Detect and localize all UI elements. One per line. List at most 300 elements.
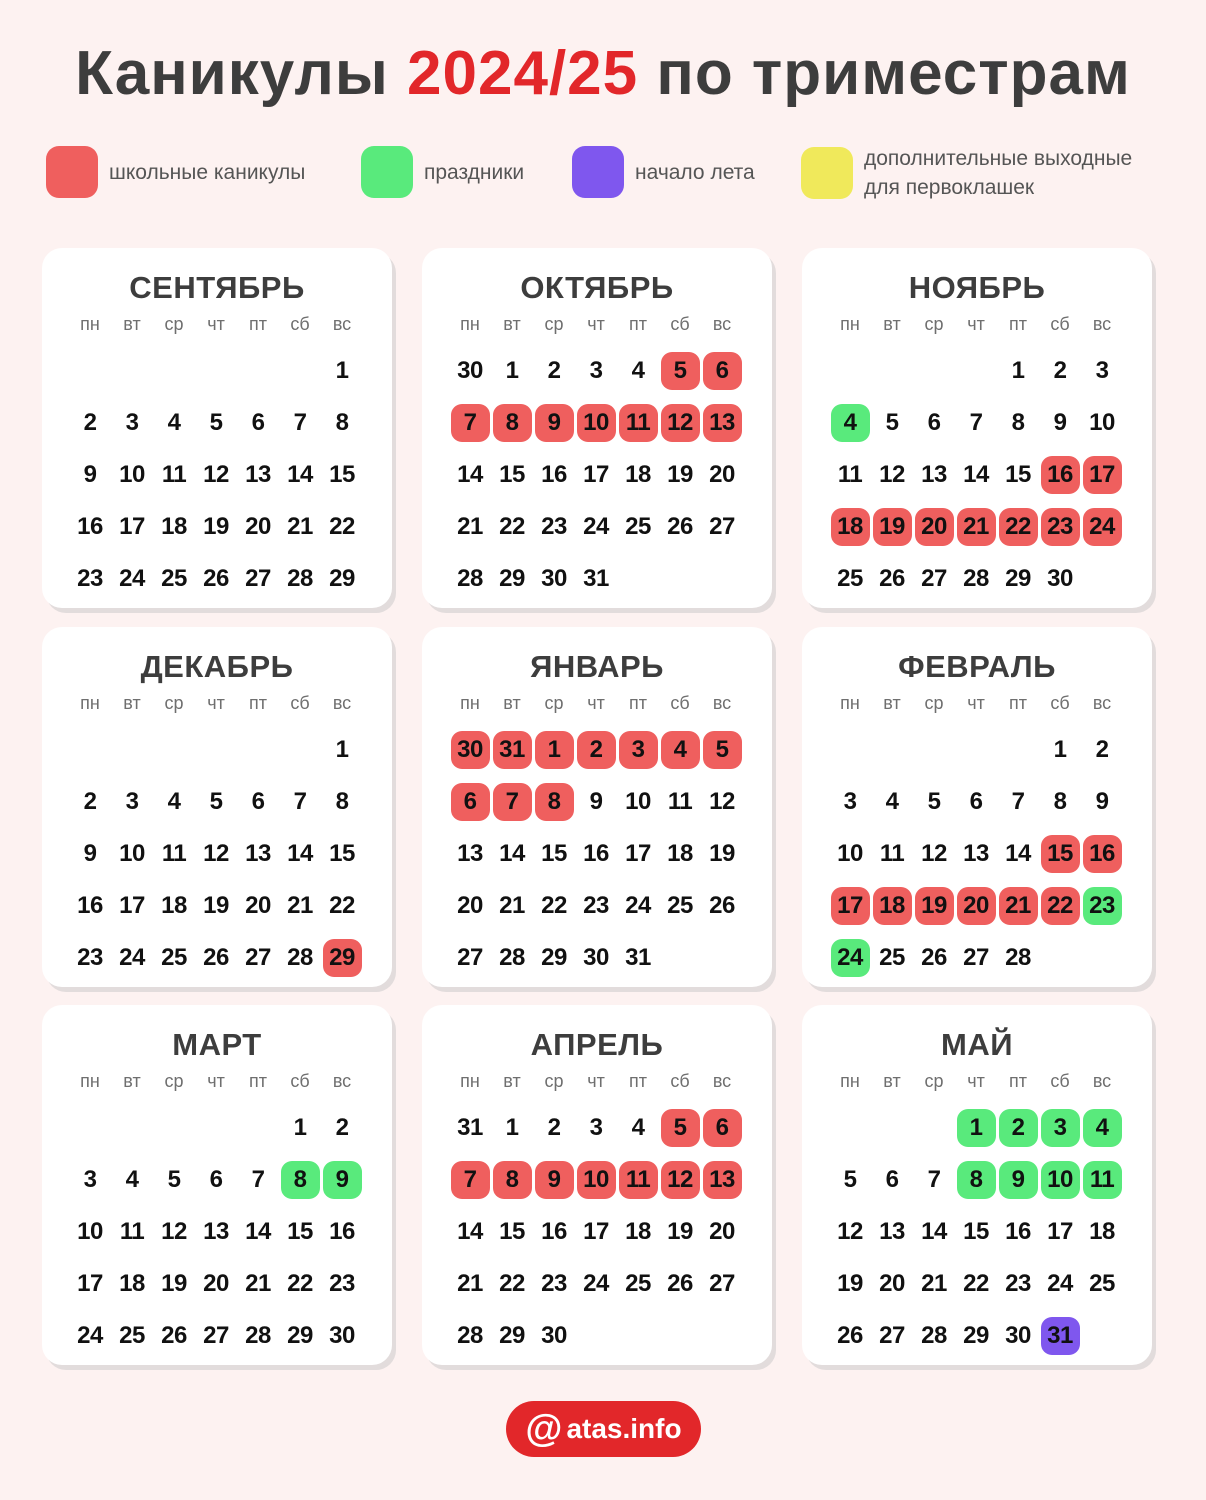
day-number: 25 bbox=[837, 565, 863, 592]
day-cell bbox=[829, 397, 871, 449]
day-cell bbox=[1081, 345, 1123, 397]
day-cell bbox=[575, 932, 617, 984]
day-cell bbox=[829, 449, 871, 501]
week-row bbox=[69, 449, 365, 501]
day-number: 18 bbox=[831, 508, 870, 546]
day-cell bbox=[111, 1206, 153, 1258]
day-number: 4 bbox=[631, 357, 645, 384]
day-cell bbox=[321, 1258, 363, 1310]
day-number: 20 bbox=[245, 892, 271, 919]
day-cell bbox=[913, 449, 955, 501]
weekday-label: вт bbox=[883, 693, 901, 713]
weekday-label: пн bbox=[840, 314, 860, 334]
day-cell bbox=[617, 880, 659, 932]
day-number: 27 bbox=[879, 1322, 905, 1349]
day-cell bbox=[195, 501, 237, 553]
day-cell bbox=[1081, 449, 1123, 501]
day-number: 26 bbox=[203, 565, 229, 592]
day-number: 9 bbox=[83, 840, 97, 867]
days-grid bbox=[69, 724, 365, 984]
day-cell bbox=[575, 1206, 617, 1258]
day-cell bbox=[575, 553, 617, 605]
day-number: 13 bbox=[703, 1161, 742, 1199]
days-grid bbox=[449, 345, 745, 605]
weekday-label: чт bbox=[587, 693, 605, 713]
day-cell bbox=[111, 724, 153, 776]
day-cell bbox=[659, 1258, 701, 1310]
day-cell bbox=[195, 1102, 237, 1154]
day-cell bbox=[279, 1206, 321, 1258]
day-cell bbox=[533, 1154, 575, 1206]
day-number: 11 bbox=[1083, 1161, 1122, 1199]
weekday-label: ср bbox=[164, 693, 184, 713]
day-number: 17 bbox=[1047, 1218, 1073, 1245]
day-cell bbox=[111, 397, 153, 449]
day-cell bbox=[659, 553, 701, 605]
day-number: 28 bbox=[457, 565, 483, 592]
day-number: 13 bbox=[203, 1218, 229, 1245]
day-number: 22 bbox=[329, 513, 355, 540]
week-row bbox=[829, 1206, 1125, 1258]
day-cell bbox=[575, 776, 617, 828]
day-cell bbox=[69, 345, 111, 397]
day-cell bbox=[1081, 1102, 1123, 1154]
day-number: 3 bbox=[589, 357, 603, 384]
days-grid bbox=[829, 345, 1125, 605]
day-number: 10 bbox=[837, 840, 863, 867]
day-cell bbox=[321, 1154, 363, 1206]
day-number: 22 bbox=[287, 1270, 313, 1297]
day-cell bbox=[659, 397, 701, 449]
day-number: 8 bbox=[957, 1161, 996, 1199]
week-row bbox=[69, 553, 365, 605]
day-cell bbox=[321, 1206, 363, 1258]
day-cell bbox=[111, 1310, 153, 1362]
day-number: 24 bbox=[583, 513, 609, 540]
day-number: 16 bbox=[541, 461, 567, 488]
day-cell bbox=[913, 1258, 955, 1310]
day-number: 17 bbox=[77, 1270, 103, 1297]
day-cell bbox=[69, 776, 111, 828]
day-cell bbox=[659, 1206, 701, 1258]
day-cell bbox=[153, 776, 195, 828]
day-number: 26 bbox=[709, 892, 735, 919]
day-number: 28 bbox=[287, 565, 313, 592]
day-number: 25 bbox=[161, 565, 187, 592]
day-cell bbox=[321, 828, 363, 880]
week-row bbox=[449, 1154, 745, 1206]
day-cell bbox=[913, 1310, 955, 1362]
day-cell bbox=[701, 397, 743, 449]
weekday-label: сб bbox=[670, 1071, 690, 1091]
day-number: 20 bbox=[709, 1218, 735, 1245]
day-cell bbox=[1039, 776, 1081, 828]
day-number: 9 bbox=[83, 461, 97, 488]
day-cell bbox=[69, 1154, 111, 1206]
day-number: 26 bbox=[667, 513, 693, 540]
day-cell bbox=[449, 880, 491, 932]
day-number: 6 bbox=[451, 783, 490, 821]
week-row bbox=[829, 932, 1125, 984]
day-cell bbox=[321, 880, 363, 932]
day-number: 15 bbox=[329, 461, 355, 488]
day-number: 26 bbox=[203, 944, 229, 971]
weekday-label: вс bbox=[332, 1071, 352, 1091]
day-cell bbox=[195, 932, 237, 984]
day-cell bbox=[701, 345, 743, 397]
day-cell bbox=[195, 724, 237, 776]
day-number: 10 bbox=[119, 840, 145, 867]
month-name: ЯНВАРЬ bbox=[530, 649, 664, 684]
day-number: 12 bbox=[879, 461, 905, 488]
day-number: 27 bbox=[921, 565, 947, 592]
day-number: 9 bbox=[535, 1161, 574, 1199]
day-number: 28 bbox=[499, 944, 525, 971]
day-cell bbox=[491, 501, 533, 553]
month-name: МАЙ bbox=[941, 1027, 1013, 1062]
day-cell bbox=[153, 397, 195, 449]
day-cell bbox=[69, 449, 111, 501]
day-number: 21 bbox=[921, 1270, 947, 1297]
week-row bbox=[449, 1258, 745, 1310]
day-cell bbox=[153, 828, 195, 880]
day-number: 20 bbox=[915, 508, 954, 546]
day-number: 29 bbox=[499, 1322, 525, 1349]
day-number: 13 bbox=[703, 404, 742, 442]
day-cell bbox=[153, 1258, 195, 1310]
day-number: 4 bbox=[167, 788, 181, 815]
day-cell bbox=[701, 553, 743, 605]
weekday-label: пт bbox=[629, 693, 647, 713]
day-number: 12 bbox=[161, 1218, 187, 1245]
day-cell bbox=[449, 1154, 491, 1206]
week-row bbox=[449, 1206, 745, 1258]
day-number: 30 bbox=[1047, 565, 1073, 592]
day-number: 23 bbox=[1005, 1270, 1031, 1297]
day-cell bbox=[955, 553, 997, 605]
day-cell bbox=[1081, 1206, 1123, 1258]
day-cell bbox=[1039, 1310, 1081, 1362]
day-number: 30 bbox=[541, 1322, 567, 1349]
day-cell bbox=[111, 828, 153, 880]
day-cell bbox=[237, 880, 279, 932]
day-cell bbox=[491, 880, 533, 932]
day-number: 29 bbox=[323, 939, 362, 977]
weekday-label: вт bbox=[123, 693, 141, 713]
day-number: 22 bbox=[499, 513, 525, 540]
day-cell bbox=[237, 397, 279, 449]
day-number: 13 bbox=[879, 1218, 905, 1245]
day-cell bbox=[871, 397, 913, 449]
week-row bbox=[829, 553, 1125, 605]
day-cell bbox=[575, 397, 617, 449]
day-cell bbox=[449, 776, 491, 828]
day-number: 2 bbox=[547, 357, 561, 384]
day-cell bbox=[449, 724, 491, 776]
weekday-label: вт bbox=[883, 314, 901, 334]
day-cell bbox=[1081, 1258, 1123, 1310]
weekday-label: сб bbox=[670, 314, 690, 334]
month-name: ДЕКАБРЬ bbox=[140, 649, 294, 684]
day-cell bbox=[871, 776, 913, 828]
summer-swatch bbox=[572, 146, 624, 198]
day-number: 23 bbox=[1083, 887, 1122, 925]
day-number: 29 bbox=[287, 1322, 313, 1349]
month-card bbox=[42, 627, 392, 987]
weekday-header bbox=[69, 1071, 365, 1092]
day-number: 17 bbox=[583, 1218, 609, 1245]
day-number: 28 bbox=[287, 944, 313, 971]
day-cell bbox=[69, 1102, 111, 1154]
week-row bbox=[829, 1154, 1125, 1206]
week-row bbox=[69, 345, 365, 397]
day-cell bbox=[955, 345, 997, 397]
day-cell bbox=[153, 501, 195, 553]
day-cell bbox=[575, 1154, 617, 1206]
week-row bbox=[449, 828, 745, 880]
day-number: 18 bbox=[161, 513, 187, 540]
day-number: 9 bbox=[1053, 409, 1067, 436]
day-number: 9 bbox=[999, 1161, 1038, 1199]
days-grid bbox=[69, 345, 365, 605]
day-cell bbox=[321, 397, 363, 449]
day-number: 5 bbox=[661, 1109, 700, 1147]
day-cell bbox=[829, 1154, 871, 1206]
day-cell bbox=[575, 880, 617, 932]
weekday-label: чт bbox=[207, 314, 225, 334]
day-number: 1 bbox=[957, 1109, 996, 1147]
days-grid bbox=[829, 1102, 1125, 1362]
legend-item-vacation bbox=[46, 146, 305, 198]
day-number: 11 bbox=[619, 404, 658, 442]
day-number: 24 bbox=[77, 1322, 103, 1349]
day-cell bbox=[701, 1310, 743, 1362]
day-cell bbox=[491, 724, 533, 776]
day-number: 4 bbox=[125, 1166, 139, 1193]
day-number: 5 bbox=[885, 409, 899, 436]
day-cell bbox=[955, 724, 997, 776]
day-number: 15 bbox=[499, 1218, 525, 1245]
day-number: 5 bbox=[209, 788, 223, 815]
day-cell bbox=[153, 449, 195, 501]
day-cell bbox=[279, 1310, 321, 1362]
day-cell bbox=[701, 828, 743, 880]
day-cell bbox=[279, 1154, 321, 1206]
day-cell bbox=[955, 880, 997, 932]
day-number: 16 bbox=[77, 892, 103, 919]
day-cell bbox=[279, 1258, 321, 1310]
day-number: 7 bbox=[927, 1166, 941, 1193]
day-number: 13 bbox=[921, 461, 947, 488]
day-number: 30 bbox=[583, 944, 609, 971]
day-cell bbox=[1081, 397, 1123, 449]
day-number: 20 bbox=[457, 892, 483, 919]
day-cell bbox=[153, 553, 195, 605]
day-cell bbox=[617, 449, 659, 501]
day-number: 18 bbox=[625, 1218, 651, 1245]
day-cell bbox=[279, 449, 321, 501]
month-card bbox=[802, 248, 1152, 608]
weekday-header bbox=[449, 693, 745, 714]
week-row bbox=[449, 501, 745, 553]
weekday-header bbox=[829, 693, 1125, 714]
month-name: АПРЕЛЬ bbox=[530, 1027, 664, 1062]
week-row bbox=[449, 724, 745, 776]
day-number: 6 bbox=[251, 788, 265, 815]
day-cell bbox=[659, 449, 701, 501]
day-cell bbox=[279, 1102, 321, 1154]
weekday-header bbox=[449, 314, 745, 335]
day-cell bbox=[279, 553, 321, 605]
day-number: 12 bbox=[837, 1218, 863, 1245]
day-cell bbox=[871, 828, 913, 880]
week-row bbox=[829, 345, 1125, 397]
day-cell bbox=[913, 828, 955, 880]
day-number: 3 bbox=[1041, 1109, 1080, 1147]
day-cell bbox=[1081, 776, 1123, 828]
day-number: 15 bbox=[287, 1218, 313, 1245]
day-number: 1 bbox=[1011, 357, 1025, 384]
week-row bbox=[829, 880, 1125, 932]
weekday-label: вс bbox=[1092, 314, 1112, 334]
month-card bbox=[422, 248, 772, 608]
day-number: 14 bbox=[457, 461, 483, 488]
day-number: 22 bbox=[1041, 887, 1080, 925]
day-cell bbox=[617, 553, 659, 605]
day-number: 19 bbox=[203, 513, 229, 540]
legend-item-summer bbox=[572, 146, 755, 198]
days-grid bbox=[69, 1102, 365, 1362]
day-number: 2 bbox=[577, 731, 616, 769]
day-cell bbox=[279, 724, 321, 776]
day-number: 7 bbox=[251, 1166, 265, 1193]
day-cell bbox=[69, 397, 111, 449]
day-number: 19 bbox=[873, 508, 912, 546]
day-cell bbox=[575, 449, 617, 501]
day-number: 26 bbox=[921, 944, 947, 971]
month-card bbox=[422, 1005, 772, 1365]
day-cell bbox=[533, 880, 575, 932]
day-cell bbox=[1081, 932, 1123, 984]
day-number: 21 bbox=[287, 513, 313, 540]
weekday-label: пн bbox=[460, 1071, 480, 1091]
day-number: 5 bbox=[167, 1166, 181, 1193]
day-cell bbox=[449, 449, 491, 501]
weekday-label: пт bbox=[1009, 693, 1027, 713]
day-cell bbox=[111, 449, 153, 501]
day-number: 24 bbox=[119, 944, 145, 971]
day-cell bbox=[1039, 880, 1081, 932]
weekday-label: ср bbox=[164, 314, 184, 334]
day-cell bbox=[701, 932, 743, 984]
day-number: 14 bbox=[287, 461, 313, 488]
day-cell bbox=[533, 828, 575, 880]
week-row bbox=[69, 1154, 365, 1206]
weekday-label: пт bbox=[629, 314, 647, 334]
day-cell bbox=[69, 880, 111, 932]
day-number: 7 bbox=[451, 1161, 490, 1199]
day-number: 15 bbox=[1041, 835, 1080, 873]
day-cell bbox=[997, 1258, 1039, 1310]
day-cell bbox=[659, 828, 701, 880]
days-grid bbox=[449, 724, 745, 984]
week-row bbox=[69, 1102, 365, 1154]
day-number: 12 bbox=[203, 840, 229, 867]
day-cell bbox=[659, 880, 701, 932]
day-cell bbox=[617, 724, 659, 776]
day-cell bbox=[829, 501, 871, 553]
day-cell bbox=[617, 1310, 659, 1362]
day-cell bbox=[829, 1102, 871, 1154]
week-row bbox=[829, 1310, 1125, 1362]
day-cell bbox=[997, 1154, 1039, 1206]
day-cell bbox=[321, 776, 363, 828]
day-number: 7 bbox=[293, 409, 307, 436]
day-cell bbox=[1081, 553, 1123, 605]
day-cell bbox=[111, 776, 153, 828]
weekday-label: сб bbox=[1050, 1071, 1070, 1091]
day-number: 6 bbox=[885, 1166, 899, 1193]
day-cell bbox=[153, 1102, 195, 1154]
day-cell bbox=[1039, 397, 1081, 449]
day-number: 30 bbox=[329, 1322, 355, 1349]
day-number: 15 bbox=[329, 840, 355, 867]
day-cell bbox=[321, 553, 363, 605]
day-number: 20 bbox=[709, 461, 735, 488]
day-cell bbox=[491, 1310, 533, 1362]
weekday-label: ср bbox=[924, 693, 944, 713]
day-cell bbox=[575, 501, 617, 553]
day-number: 2 bbox=[1053, 357, 1067, 384]
day-cell bbox=[111, 1154, 153, 1206]
week-row bbox=[449, 880, 745, 932]
day-number: 22 bbox=[499, 1270, 525, 1297]
day-number: 27 bbox=[245, 944, 271, 971]
day-number: 7 bbox=[969, 409, 983, 436]
weekday-label: пн bbox=[80, 1071, 100, 1091]
day-number: 26 bbox=[837, 1322, 863, 1349]
day-cell bbox=[997, 776, 1039, 828]
day-cell bbox=[69, 932, 111, 984]
day-cell bbox=[533, 932, 575, 984]
day-number: 16 bbox=[329, 1218, 355, 1245]
day-cell bbox=[153, 880, 195, 932]
day-number: 24 bbox=[583, 1270, 609, 1297]
day-cell bbox=[69, 553, 111, 605]
day-cell bbox=[449, 397, 491, 449]
day-number: 13 bbox=[963, 840, 989, 867]
week-row bbox=[449, 553, 745, 605]
day-number: 9 bbox=[323, 1161, 362, 1199]
day-number: 6 bbox=[969, 788, 983, 815]
day-number: 19 bbox=[203, 892, 229, 919]
weekday-label: сб bbox=[290, 693, 310, 713]
day-cell bbox=[533, 724, 575, 776]
day-cell bbox=[659, 932, 701, 984]
week-row bbox=[449, 776, 745, 828]
day-cell bbox=[913, 932, 955, 984]
day-number: 5 bbox=[661, 352, 700, 390]
week-row bbox=[69, 724, 365, 776]
weekday-label: пт bbox=[629, 1071, 647, 1091]
day-cell bbox=[913, 397, 955, 449]
weekday-label: пн bbox=[840, 1071, 860, 1091]
day-number: 19 bbox=[709, 840, 735, 867]
day-cell bbox=[153, 724, 195, 776]
day-cell bbox=[321, 932, 363, 984]
weekday-label: чт bbox=[967, 314, 985, 334]
week-row bbox=[69, 1258, 365, 1310]
